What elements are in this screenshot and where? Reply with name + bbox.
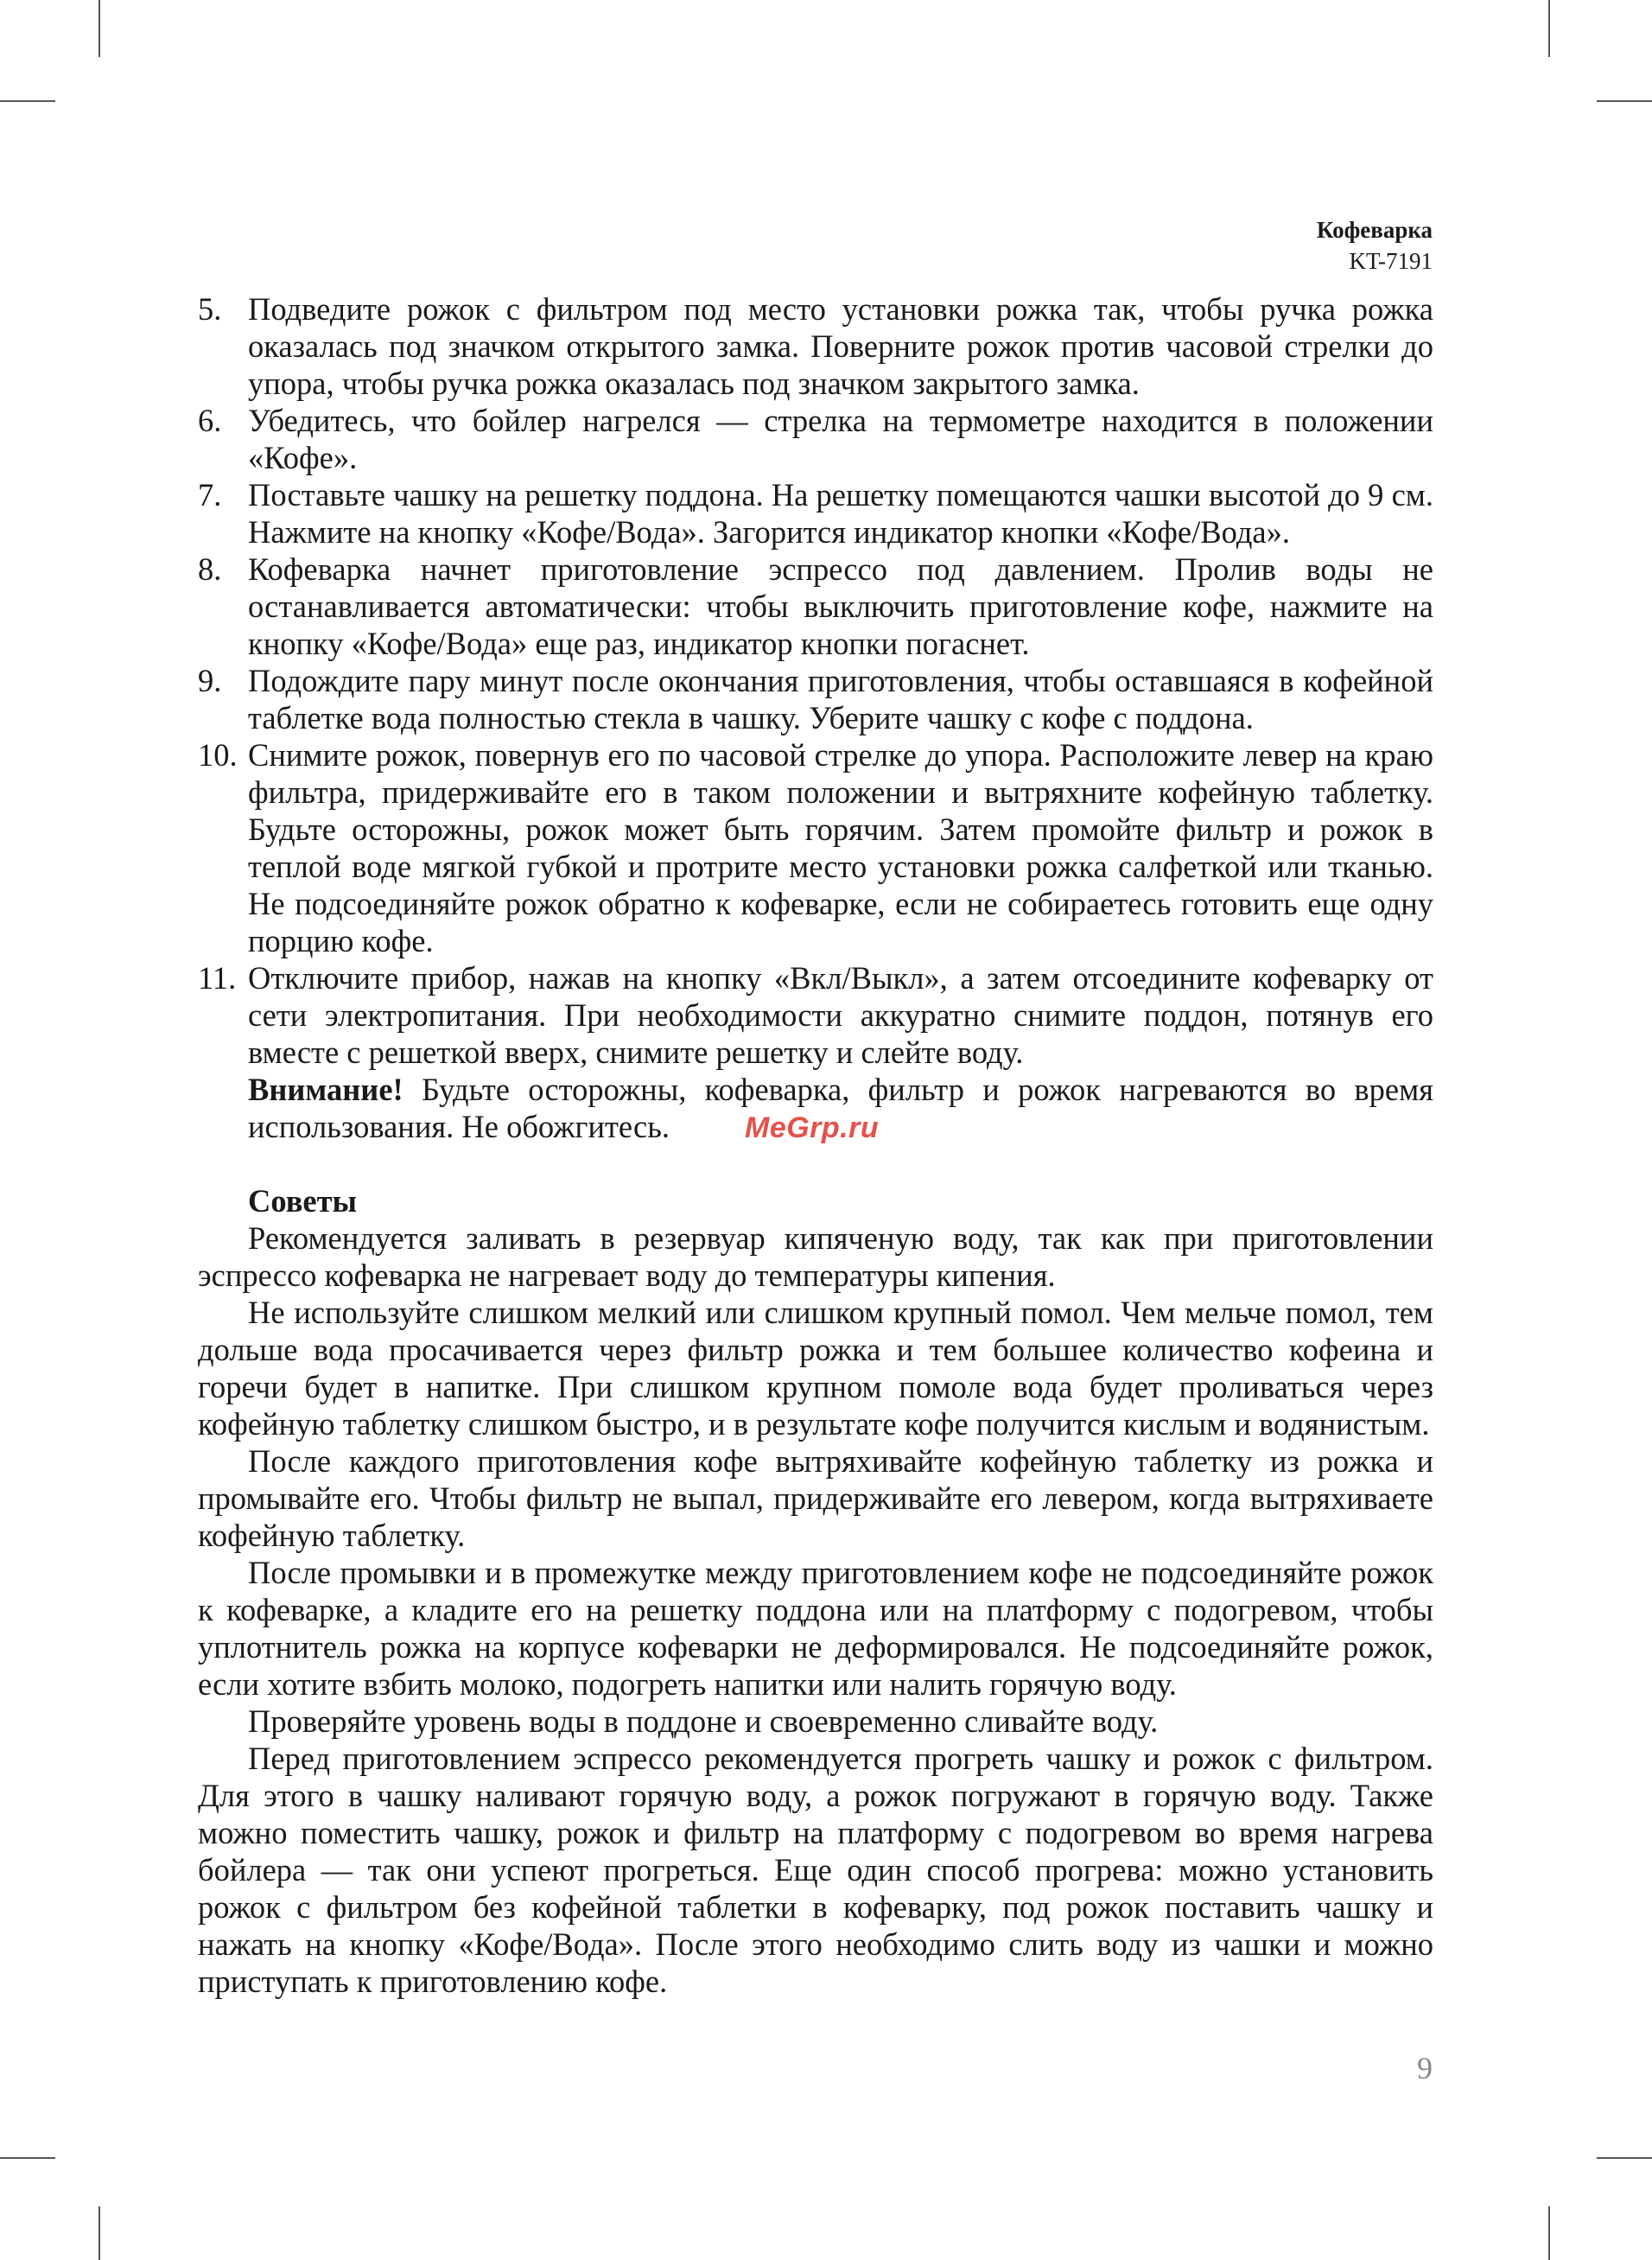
step-text: Отключите прибор, нажав на кнопку «Вкл/Выкл», а затем отсоедините кофеварку от сети электропитания. При необходимости аккуратно снимите поддон, потянув его вместе с решеткой вверх, снимите решетку и слейте воду. <box>248 960 1433 1070</box>
crop-mark <box>0 100 55 102</box>
step-number: 5. <box>198 291 222 327</box>
crop-mark <box>1548 0 1550 57</box>
page-content <box>198 290 1433 2000</box>
list-item <box>198 736 1433 959</box>
tip-paragraph: После каждого приготовления кофе вытряхивайте кофейную таблетку из рожка и промывайте его. Чтобы фильтр не выпал, придерживайте его левером, когда вытряхиваете кофейную таблетку. <box>198 1443 1433 1553</box>
crop-mark <box>1548 2206 1550 2260</box>
step-number: 9. <box>198 663 222 698</box>
running-header <box>1317 214 1433 277</box>
list-item <box>198 290 1433 402</box>
list-item <box>198 662 1433 736</box>
watermark: MeGrp.ru <box>745 1111 880 1144</box>
tip-paragraph: После промывки и в промежутке между приготовлением кофе не подсоединяйте рожок к кофеварке, а кладите его на решетку поддона или на платформу с подогревом, чтобы уплотнитель рожка на корпусе кофеварки не деформировался. Не подсоединяйте рожок, если хотите взбить молоко, подогреть напитки или налить горячую воду. <box>198 1555 1433 1702</box>
step-text: Кофеварка начнет приготовление эспрессо под давлением. Пролив воды не останавливается автоматически: чтобы выключить приготовление кофе, нажмите на кнопку «Кофе/Вода» еще раз, индикатор кнопки погаснет. <box>248 551 1433 661</box>
crop-mark <box>98 2206 100 2260</box>
crop-mark <box>1597 2157 1652 2159</box>
list-item <box>198 959 1433 1071</box>
step-number: 10. <box>198 737 238 773</box>
step-text: Поставьте чашку на решетку поддона. На решетку помещаются чашки высотой до 9 см. Нажмите на кнопку «Кофе/Вода». Загорится индикатор кнопки «Кофе/Вода». <box>248 477 1433 550</box>
warning-label: Внимание! <box>248 1072 403 1107</box>
tip-paragraph: Перед приготовлением эспрессо рекомендуется прогреть чашку и рожок с фильтром. Для этого в чашку наливают горячую воду, а рожок погружают в горячую воду. Также можно поместить чашку, рожок и фильтр на платформу с подогревом во время нагрева бойлера — так они успеют прогреться. Еще один способ прогрева: можно установить рожок с фильтром без кофейной таблетки в кофеварку, под рожок поставить чашку и нажать на кнопку «Кофе/Вода». После этого необходимо слить воду из чашки и можно приступать к приготовлению кофе. <box>198 1741 1433 1999</box>
step-text: Убедитесь, что бойлер нагрелся — стрелка на термометре находится в положении «Кофе». <box>248 403 1433 475</box>
warning-text: Будьте осторожны, кофеварка, фильтр и рожок нагреваются во время использования. Не обожгитесь. <box>248 1072 1433 1144</box>
step-text: Подождите пару минут после окончания приготовления, чтобы оставшаяся в кофейной таблетке вода полностью стекла в чашку. Уберите чашку с кофе с поддона. <box>248 663 1433 735</box>
step-number: 7. <box>198 477 222 512</box>
crop-mark <box>98 0 100 57</box>
step-text: Подведите рожок с фильтром под место установки рожка так, чтобы ручка рожка оказалась под значком открытого замка. Поверните рожок против часовой стрелки до упора, чтобы ручка рожка оказалась под значком закрытого замка. <box>248 291 1433 401</box>
crop-mark <box>0 2157 55 2159</box>
header-model: KT-7191 <box>1349 248 1433 274</box>
tip-paragraph: Не используйте слишком мелкий или слишком крупный помол. Чем мельче помол, тем дольше вода просачивается через фильтр рожка и тем большее количество кофеина и горечи будет в напитке. При слишком крупном помоле вода будет проливаться через кофейную таблетку слишком быстро, и в результате кофе получится кислым и водянистым. <box>198 1295 1433 1442</box>
page-number: 9 <box>1417 2051 1433 2085</box>
tip-paragraph: Рекомендуется заливать в резервуар кипяченую воду, так как при приготовлении эспрессо кофеварка не нагревает воду до температуры кипения. <box>198 1220 1433 1293</box>
step-number: 11. <box>198 960 237 996</box>
crop-mark <box>1597 100 1652 102</box>
step-number: 6. <box>198 403 222 438</box>
list-item <box>198 402 1433 476</box>
list-item <box>198 551 1433 662</box>
tips-title: Советы <box>248 1183 358 1219</box>
step-text: Снимите рожок, повернув его по часовой стрелке до упора. Расположите левер на краю фильтра, придерживайте его в таком положении и вытряхните кофейную таблетку. Будьте осторожны, рожок может быть горячим. Затем промойте фильтр и рожок в теплой воде мягкой губкой и протрите место установки рожка салфеткой или тканью. Не подсоединяйте рожок обратно к кофеварке, если не собираетесь готовить еще одну порцию кофе. <box>248 737 1433 958</box>
steps-list <box>198 290 1433 1071</box>
tip-paragraph: Проверяйте уровень воды в поддоне и своевременно сливайте воду. <box>248 1703 1159 1739</box>
list-item <box>198 476 1433 551</box>
step-number: 8. <box>198 551 222 587</box>
header-title: Кофеварка <box>1316 217 1433 243</box>
